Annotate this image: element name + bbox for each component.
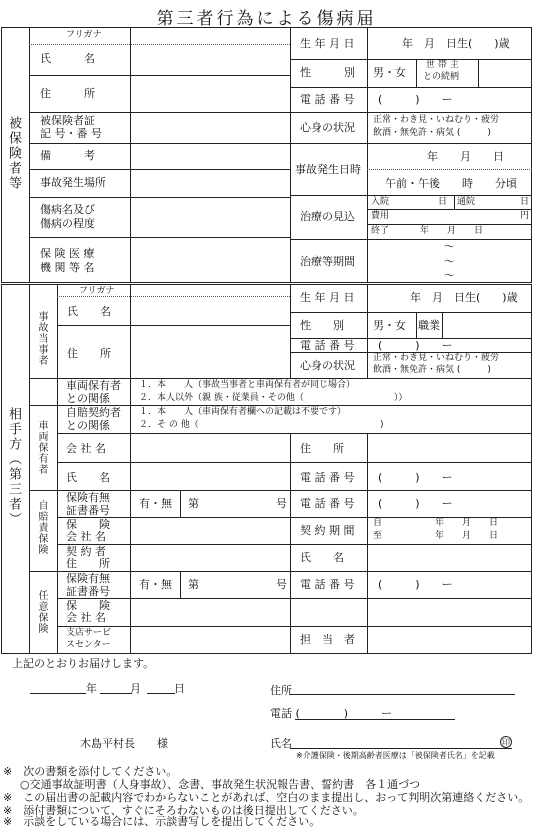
vehicle-company-label: 会 社 名 [66, 442, 106, 455]
party-job-label: 職業 [418, 319, 440, 332]
optional-company-label-1: 保 険 [66, 599, 110, 612]
insured-mental-label: 心身の状況 [300, 121, 355, 134]
vehicle-address-label: 住 所 [300, 442, 344, 455]
contract-relation-label-1: 自賠契約者 [66, 406, 121, 419]
party-label: 事故当事者 [36, 311, 47, 366]
jibai-name-label: 氏 名 [300, 551, 344, 564]
note-2: ○交通事故証明書（人身事故）、念書、事故発生状況報告書、誓約書 各１通づつ [20, 778, 421, 791]
party-sex-options[interactable]: 男・女 [373, 319, 406, 332]
jibai-term-to-date[interactable]: 年 月 日 [435, 531, 499, 541]
outpatient-label: 通院 [457, 197, 476, 207]
party-phone-value[interactable]: ( ) ー [378, 339, 453, 352]
jibai-company-label-2: 会 社 名 [66, 530, 106, 543]
party-mental-options-1[interactable]: 正常・わき見・いねむり・疲労 [373, 353, 500, 363]
party-mental-label: 心身の状況 [300, 359, 355, 372]
optional-company-label-2: 会 社 名 [66, 611, 106, 624]
end-label: 終了 [371, 226, 390, 236]
jibai-contractor-label-1: 契 約 者 [66, 545, 106, 558]
seal-icon: 印 [502, 738, 510, 747]
insured-household-label-1: 世 帯 主 [426, 60, 459, 70]
submission-date[interactable]: 年 月 日 [86, 682, 185, 695]
vehicle-phone-label: 電 話 番 号 [300, 471, 355, 484]
staff-label: 担 当 者 [300, 633, 355, 646]
submission-notice: 上記のとおりお届けします。 [12, 657, 155, 670]
insured-section-label: 被保険者等 [6, 116, 21, 191]
insured-name-label: 氏 名 [40, 52, 95, 65]
party-dob-label: 生 年 月 日 [300, 291, 355, 304]
accident-datetime-label: 事故発生日時 [295, 163, 361, 176]
jibai-contractor-label-2: 住 所 [66, 557, 110, 570]
jibai-company-label-1: 保 険 [66, 518, 110, 531]
insured-place-label: 事故発生場所 [40, 176, 106, 189]
period-tilde-3: 〜 [444, 269, 455, 282]
vehicle-owner-option-2[interactable]: ２．本人以外（親 族・従業員・その他（ ）） [139, 393, 408, 403]
jibai-go: 号 [276, 497, 287, 510]
party-dob-value[interactable]: 年 月 日生( )歳 [410, 291, 518, 304]
contract-option-1[interactable]: １．本 人（車両保有者欄への記載は不要です） [139, 407, 347, 417]
insured-institution-label-2: 機 関 等 名 [40, 261, 95, 274]
note-1: ※ 次の書類を添付してください。 [3, 765, 178, 778]
party-sex-label: 性 別 [300, 319, 344, 332]
note-5: ※ 示談をしている場合には、示談書写しを提出してください。 [3, 815, 321, 828]
insured-phone-label: 電 話 番 号 [300, 93, 355, 106]
party-address-label: 住 所 [67, 347, 111, 360]
insured-mental-options-1[interactable]: 正常・わき見・いねむり・疲労 [373, 115, 500, 125]
optional-phone-label: 電 話 番 号 [300, 578, 355, 591]
period-tilde-2: 〜 [444, 255, 455, 268]
insured-card-label-2: 記 号・番 号 [40, 127, 102, 140]
party-mental-options-2[interactable]: 飲酒・無免許・病気 ( ) [373, 365, 491, 375]
insured-sex-label: 性 別 [300, 66, 355, 79]
note-3: ※ この届出書の記載内容でわからないことがあれば、空白のまま提出し、おって判明次第連絡ください。 [3, 791, 530, 804]
insured-dob-value[interactable]: 年 月 日生( )歳 [402, 37, 510, 50]
jibai-term-label: 契 約 期 間 [300, 524, 355, 537]
optional-cert-label-1: 保険有無 [66, 572, 110, 585]
cost-label: 費用 [371, 211, 390, 221]
jibai-cert-label-2: 証書番号 [66, 504, 110, 517]
treatment-period-label: 治療等期間 [300, 255, 355, 268]
vehicle-owner-option-1[interactable]: １．本 人（事故当事者と車両保有者が同じ場合） [139, 380, 356, 390]
insured-mental-options-2[interactable]: 飲酒・無免許・病気 ( ) [373, 128, 491, 138]
jibai-phone-label: 電 話 番 号 [300, 497, 355, 510]
insured-household-label-2: との続柄 [423, 72, 460, 82]
address-field[interactable] [290, 694, 515, 695]
vehicle-name-label: 氏 名 [66, 471, 110, 484]
end-date-value[interactable]: 年 月 日 [420, 226, 484, 236]
treatment-outlook-label: 治療の見込 [300, 210, 355, 223]
optional-insurance-label: 任意保険 [36, 590, 47, 634]
jibai-cert-label-1: 保険有無 [66, 491, 110, 504]
period-tilde-1: 〜 [444, 240, 455, 253]
other-party-section-label: 相手方（第三者） [6, 407, 21, 527]
contract-relation-label-2: との関係 [66, 419, 110, 432]
insured-injury-label-2: 傷病の程度 [40, 217, 95, 230]
compulsory-insurance-label: 自賠責保険 [36, 500, 47, 555]
cost-yen[interactable]: 円 [520, 211, 530, 221]
party-phone-label: 電 話 番 号 [300, 339, 355, 352]
form-title: 第三者行為による傷病届 [156, 9, 377, 29]
insured-phone-value[interactable]: ( ) ー [378, 93, 453, 106]
name-label: 氏名 [270, 737, 292, 750]
optional-cert-label-2: 証書番号 [66, 585, 110, 598]
insured-institution-label-1: 保 険 医 療 [40, 247, 95, 260]
admit-days[interactable]: 日 [438, 197, 448, 207]
optional-go: 号 [276, 578, 287, 591]
accident-time-value[interactable]: 午前・午後 時 分頃 [385, 177, 517, 190]
insured-sex-options[interactable]: 男・女 [373, 66, 406, 79]
seal-note: ※介護保険・後期高齢者医療は「被保険者氏名」を記載 [296, 751, 495, 760]
insured-remarks-label: 備 考 [40, 149, 95, 162]
party-furigana-label: フリガナ [79, 286, 115, 296]
jibai-dai: 第 [188, 497, 199, 510]
phone-value[interactable]: 電話 ( ) ー [270, 707, 393, 720]
jibai-yes-no[interactable]: 有・無 [139, 497, 172, 510]
insured-card-label-1: 被保険者証 [40, 114, 95, 127]
vehicle-owner-relation-label-2: との関係 [66, 392, 110, 405]
outpatient-days[interactable]: 日 [520, 197, 530, 207]
branch-label-1: 支店サービ [66, 628, 112, 638]
name-field[interactable] [290, 748, 512, 749]
vehicle-holder-label: 車両保有者 [36, 420, 47, 475]
mayor-addressee: 木島平村長 様 [80, 737, 168, 750]
accident-date-value[interactable]: 年 月 日 [427, 150, 504, 163]
insured-dob-label: 生 年 月 日 [300, 37, 355, 50]
contract-option-close: ) [380, 420, 384, 430]
note-4: ※ 添付書類について、すぐにそろわないものは後日提出してください。 [3, 804, 364, 817]
optional-phone-value[interactable]: ( ) ー [378, 578, 453, 591]
insured-injury-label-1: 傷病名及び [40, 203, 95, 216]
admit-label: 入院 [371, 197, 390, 207]
party-name-label: 氏 名 [67, 305, 111, 318]
vehicle-phone-value[interactable]: ( ) ー [378, 471, 453, 484]
insured-address-label: 住 所 [40, 87, 95, 100]
branch-label-2: スセンター [66, 640, 111, 650]
contract-option-2[interactable]: ２．そ の 他（ [139, 420, 199, 430]
optional-dai: 第 [188, 578, 199, 591]
address-label: 住所 [270, 684, 292, 697]
optional-yes-no[interactable]: 有・無 [139, 578, 172, 591]
insured-furigana-label: フリガナ [66, 30, 102, 40]
vehicle-owner-relation-label-1: 車両保有者 [66, 379, 121, 392]
jibai-term-to: 至 [373, 531, 383, 541]
jibai-phone-value[interactable]: ( ) ー [378, 497, 453, 510]
jibai-term-from-date[interactable]: 年 月 日 [435, 518, 499, 528]
jibai-term-from: 自 [373, 518, 383, 528]
